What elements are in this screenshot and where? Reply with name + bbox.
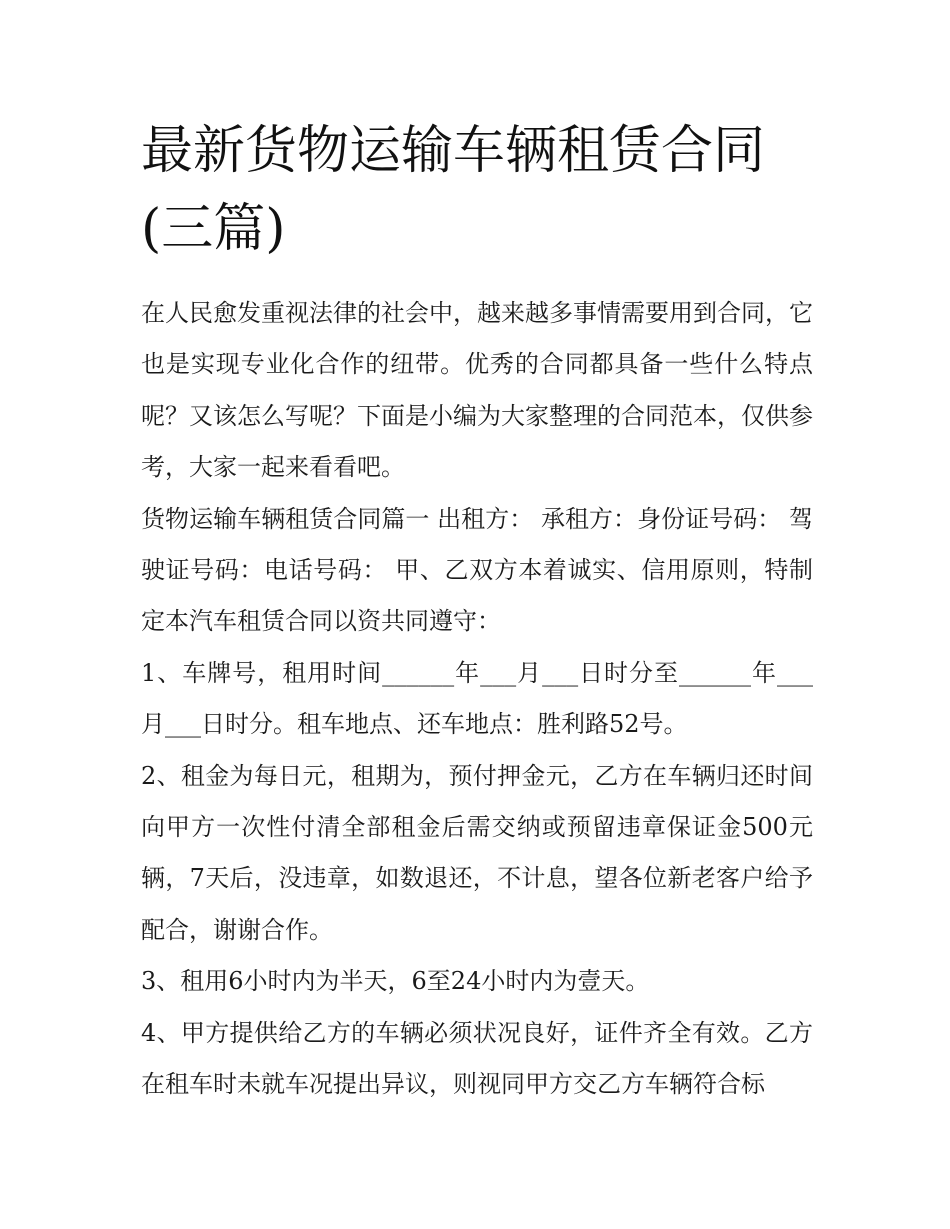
paragraph-clause-1: 1、车牌号，租用时间______年___月___日时分至______年___月___日时分。租车地点、还车地点：胜利路52号。 <box>141 658 813 739</box>
document-content <box>141 112 813 1111</box>
document-title: 最新货物运输车辆租赁合同(三篇) <box>141 121 766 259</box>
paragraph-parties: 货物运输车辆租赁合同篇一 出租方： 承租方：身份证号码： 驾驶证号码：电话号码： 甲、乙双方本着诚实、信用原则，特制定本汽车租赁合同以资共同遵守： <box>141 504 813 636</box>
paragraph-clause-3: 3、租用6小时内为半天，6至24小时内为壹天。 <box>141 967 650 996</box>
paragraph-clause-2: 2、租金为每日元，租期为，预付押金元，乙方在车辆归还时间向甲方一次性付清全部租金后需交纳或预留违章保证金500元辆，7天后，没违章，如数退还，不计息，望各位新老客户给予配合，谢谢合作。 <box>141 761 813 944</box>
document-body <box>141 288 813 1111</box>
paragraph-clause-4: 4、甲方提供给乙方的车辆必须状况良好，证件齐全有效。乙方在租车时未就车况提出异议，则视同甲方交乙方车辆符合标 <box>141 1018 813 1099</box>
paragraph-intro: 在人民愈发重视法律的社会中，越来越多事情需要用到合同，它也是实现专业化合作的纽带。优秀的合同都具备一些什么特点呢？又该怎么写呢？下面是小编为大家整理的合同范本，仅供参考，大家一起来看看吧。 <box>141 299 813 482</box>
